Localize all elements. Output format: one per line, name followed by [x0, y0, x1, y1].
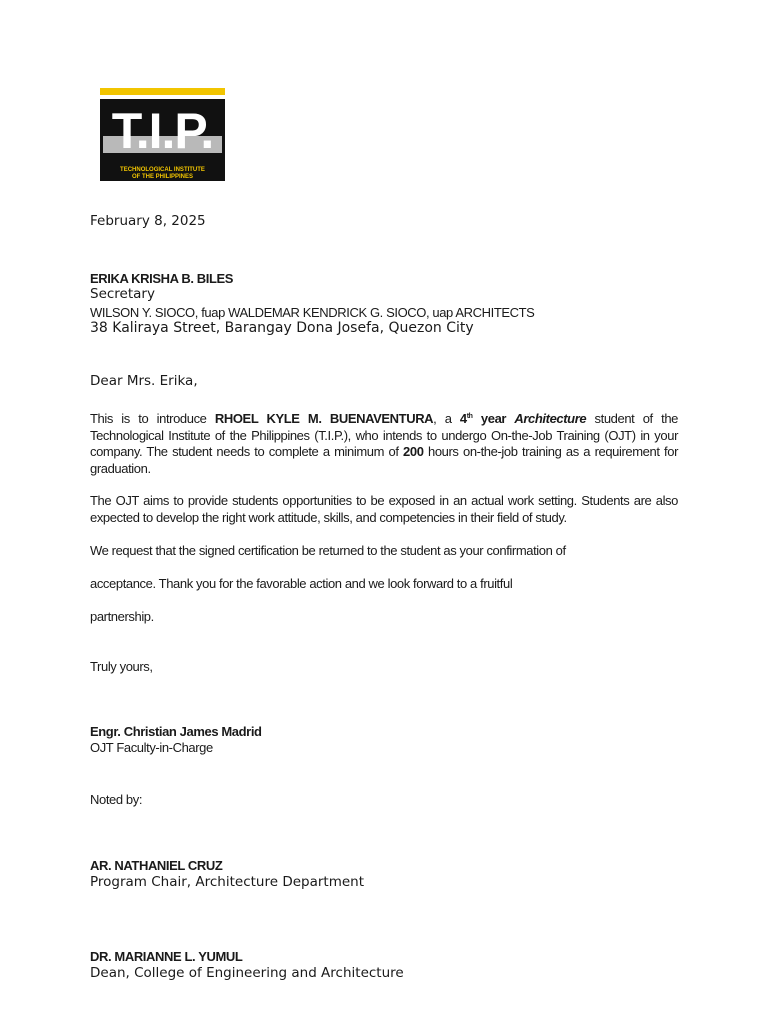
p1-text-d: hours on-the-job training as a requirement for graduation.	[90, 444, 678, 476]
p1-text-c: student of the Technological Institute of the Philippines (T.I.P.), who intends to undergo On-the-Job Training (OJT) in your company. The student needs to complete a minimum of	[90, 411, 678, 459]
body-paragraph-intro	[90, 411, 678, 477]
logo-subtitle	[100, 167, 225, 181]
year-number: 4	[459, 411, 467, 426]
student-name: RHOEL KYLE M. BUENAVENTURA	[214, 411, 434, 426]
recipient-name: ERIKA KRISHA B. BILES	[90, 271, 234, 286]
logo-subtitle-line2: OF THE PHILIPPINES	[131, 174, 193, 180]
body-paragraph-request-line2: acceptance. Thank you for the favorable action and we look forward to a fruitful	[90, 576, 513, 591]
year-suffix: th	[466, 413, 473, 420]
recipient-title: Secretary	[90, 286, 155, 302]
signer1-title: OJT Faculty-in-Charge	[90, 740, 213, 755]
salutation: Dear Mrs. Erika,	[90, 373, 198, 389]
letter-date: February 8, 2025	[90, 213, 206, 229]
signer1-name: Engr. Christian James Madrid	[90, 724, 262, 739]
p1-text-a: This is to introduce	[90, 411, 215, 426]
logo-yellow-bar	[100, 88, 225, 95]
logo-black-box	[100, 99, 225, 181]
signer2-title: Program Chair, Architecture Department	[90, 874, 365, 890]
tip-logo	[100, 88, 225, 181]
signer3-title: Dean, College of Engineering and Architecture	[90, 965, 404, 981]
noted-by: Noted by:	[90, 792, 143, 807]
signer2-name: AR. NATHANIEL CRUZ	[90, 858, 223, 873]
body-paragraph-request-line1: We request that the signed certification be returned to the student as your confirmation of	[90, 543, 566, 558]
body-paragraph-request-line3: partnership.	[90, 609, 154, 624]
p1-text-b: , a	[433, 411, 460, 426]
year-word: year	[472, 411, 515, 426]
signer3-name: DR. MARIANNE L. YUMUL	[90, 949, 243, 964]
recipient-company: WILSON Y. SIOCO, fuap WALDEMAR KENDRICK G. SIOCO, uap ARCHITECTS	[90, 305, 535, 320]
recipient-address: 38 Kaliraya Street, Barangay Dona Josefa, Quezon City	[90, 320, 474, 336]
closing: Truly yours,	[90, 659, 153, 674]
logo-letters: T.I.P.	[111, 103, 214, 159]
required-hours: 200	[403, 444, 424, 459]
program-name: Architecture	[514, 411, 587, 426]
logo-subtitle-line1: TECHNOLOGICAL INSTITUTE	[120, 167, 205, 173]
body-paragraph-aims: The OJT aims to provide students opportunities to be exposed in an actual work setting. Students are also expected to develop the right work attitude, skills, and competencies in their field of study.	[90, 493, 678, 525]
